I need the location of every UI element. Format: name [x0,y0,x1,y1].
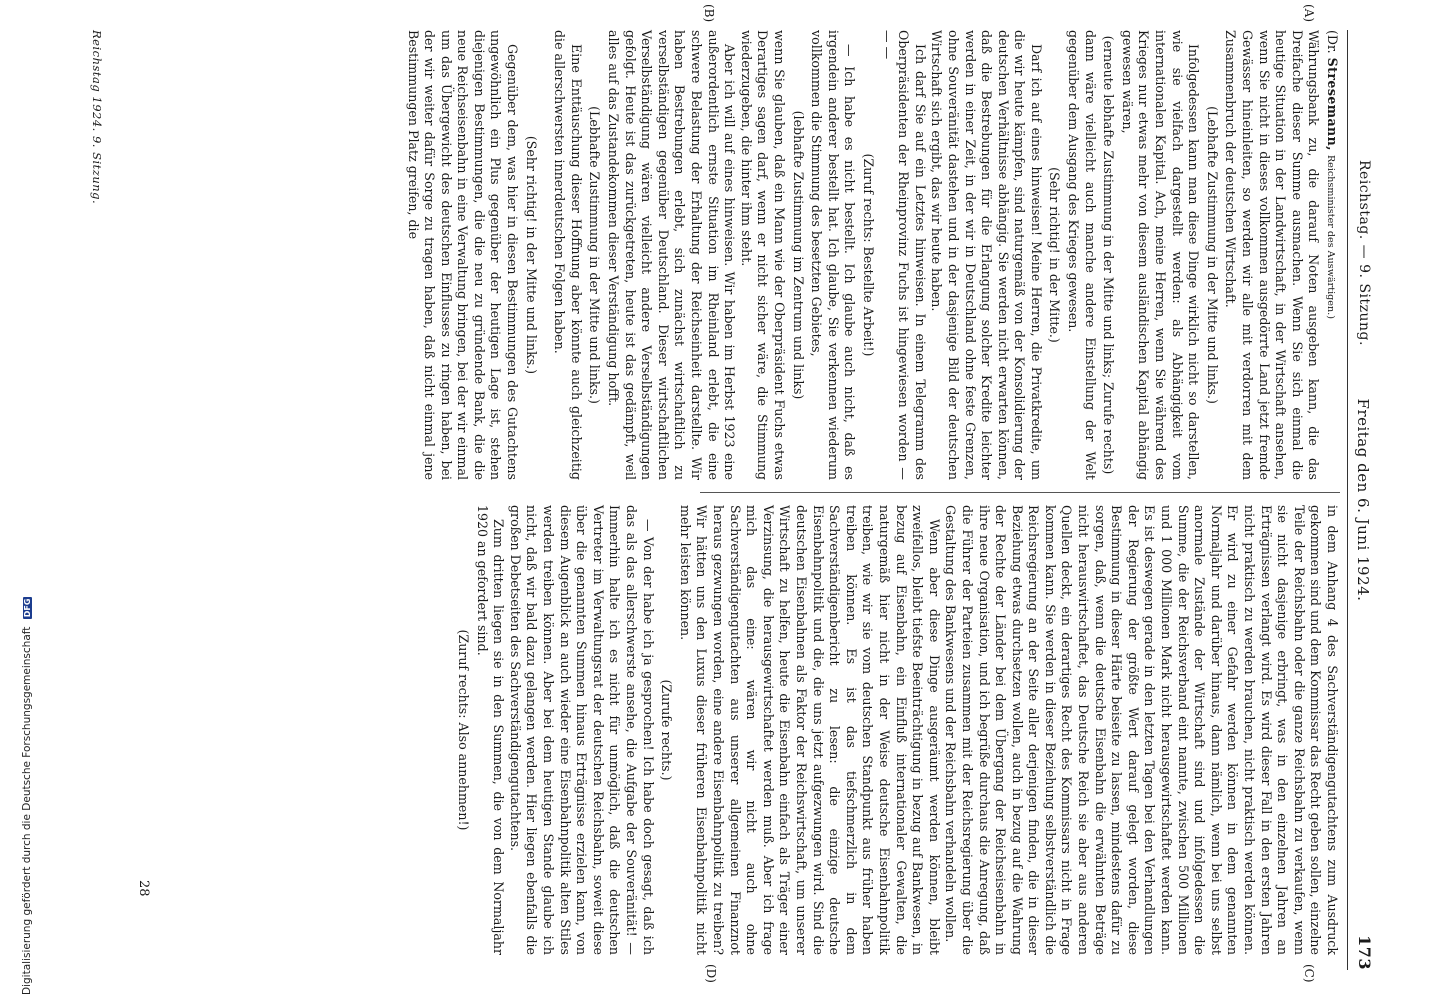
margin-mark-d: (D) [704,964,718,983]
rotated-page [86,4,1376,983]
left-column [404,30,1340,480]
spacer [541,30,551,480]
interjection: (erneute lebhafte Zustimmung in der Mitte und links; Zurufe rechts) [1101,35,1117,475]
interjection: (Zuruf rechts: Bestellte Arbeit!) [860,153,876,357]
interjection: (Lebhafte Zustimmung in der Mitte und links.) [1204,106,1220,404]
speaker-name: Stresemann, [1325,57,1340,151]
header-rule [1347,30,1348,970]
speaker-line [1321,30,1340,480]
paragraph: Ich darf Sie auf ein Letztes hinweisen. In einem Telegramm des Oberpräsidenten der Rheinprovinz Fuchs ist hingewiesen worden — — — [879,30,928,480]
paragraph: — Von der habe ich ja gesprochen! Ich habe doch gesagt, daß ich das als das allerschwerste ansehe, die Aufgabe der Souveränität! — Immerhin halte ich es nicht für unmöglich, daß die deutschen Vertreter im Verwaltungsrat der deutschen Reichsbahn, soweit diese über die genannten Summen hinaus Erträgnisse erzielen kann, von diesem Augenblick an auch wieder eine Eisenbahnpolitik alten Stiles werden treiben können. Aber bei dem heutigen Stande glaube ich nicht, daß wir bald dazu gelangen werden. Hier liegen ebenfalls die großen Debetseiten des Sachverständigengutachtens. [507,505,656,955]
column-divider [700,492,1340,493]
page-date: Freitag den 6. Juni 1924. [1354,398,1372,602]
paragraph: dann wäre vielleicht auch manche andere Einstellung der Welt gegenüber dem Ausgang des Krieges gewesen. [1066,30,1098,480]
paragraph: Darf ich auf eines hinweisen! Meine Herren, die Privatkredite, um die wir heute kämpfen, sind naturgemäß von der Konsolidierung der deutschen Verhältnisse abhängig. Sie werden nicht erwarten können, daß die Bestrebungen für die Erlangung solcher Kredite leichter werden in einer Zeit, in der wir in Deutschland ohne feste Grenzen, ohne Souveränität dastehen und in der dasjenige Bild der deutschen Wirtschaft sich ergibt, das wir heute haben. [929,30,1044,480]
page-header [1350,30,1376,970]
right-column [453,505,1340,955]
funding-text: Digitalisierung gefördert durch die Deutsche Forschungsgemeinschaft [21,626,33,995]
interjection: (Lebhafte Zustimmung in der Mitte und links.) [587,106,603,404]
speaker-prefix: (Dr. [1325,30,1340,54]
running-head-text: Reichstag. — 9. Sitzung. [1356,160,1372,346]
margin-mark-a: (A) [1302,4,1316,23]
margin-mark-c: (C) [1302,964,1316,983]
dfg-logo: DFG [22,598,32,618]
page-footer: Reichstag 1924. 9. Sitzung. [90,30,104,205]
interjection: (Sehr richtig! in der Mitte.) [1047,167,1063,343]
page-number: 173 [1355,935,1374,970]
paragraph: Wenn aber diese Dinge ausgeräumt werden können, bleibt zweifellos, bleibt tiefste Beeinträchtigung in bezug auf Bankwesen, in bezug auf Eisenbahn, ein Einfluß internationaler Gewalten, die naturgemäß hier nicht in der Weise deutsche Eisenbahnpolitik treiben, wie wir sie vom deutschen Standpunkt aus früher haben treiben können. Es ist das tiefschmerzlich in dem Sachverständigenbericht zu lesen: die einzige deutsche Eisenbahnpolitik und die, die uns jetzt aufgezwungen wird. Sind die deutschen Eisenbahnen als Faktor der Reichswirtschaft, um unserer Wirtschaft zu helfen, heute die Eisenbahn einfach als Träger einer Verzinsung, die herausgewirtschaftet werden muß. Aber ich frage mich das eine: wären wir nicht auch ohne Sachverständigengutachten aus unserer allgemeinen Finanznot heraus gezwungen worden, eine andere Eisenbahnpolitik zu treiben? Wir hätten uns den Luxus dieser früheren Eisenbahnpolitik nicht mehr leisten können. [677,505,942,955]
funding-note [21,597,33,995]
paragraph: in dem Anhang 4 des Sachverständigengutachtens zum Ausdruck gekommen sind und dem Kommissar das Recht geben sollen, einzelne Teile der Reichsbahn oder die ganze Reichsbahn zu verkaufen, wenn sie nicht dasjenige erbringt, was in den einzelnen Jahren an Erträgnissen verlangt wird. Es wird dieser Fall in den ersten Jahren nicht praktisch zu werden brauchen, nicht praktisch werden können. Er wird zu einer Gefahr werden können in dem genannten Normaljahr und darüber hinaus, dann nämlich, wenn bei uns selbst anormale Zustände der Wirtschaft sind und infolgedessen die Summe, die der Reichsverband eint nannte, zwischen 500 Millionen und 1 000 Millionen Mark nicht herausgewirtschaftet werden kann. Es ist deswegen gerade in den letzten Tagen bei den Verhandlungen der Regierung der größte Wert darauf gelegt worden, diese Bestimmung in dieser Härte beiseite zu lassen, mindestens dafür zu sorgen, daß, wenn die deutsche Eisenbahn die erwähnten Beträge nicht herauswirtschaftet, das Deutsche Reich sie aber aus anderen Quellen deckt, ein derartiges Recht des Kommissars nicht in Frage kommen kann. Sie werden in dieser Beziehung selbstverständlich die Reichsregierung an der Seite aller derjenigen finden, die in dieser Beziehung etwas durchsetzen wollen, auch in bezug auf die Wahrung der Rechte der Länder bei dem Übergang der Reichseisenbahn in ihre neue Organisation, und ich begrüße durchaus die Anregung, daß die Führer der Parteien zusammen mit der Reichsregierung über die Gestaltung des Bankwesens und der Reichsbahn verhandeln wollen. [943,505,1340,955]
paragraph: Infolgedessen kann man diese Dinge wirklich nicht so darstellen, wie sie vielfach dargestellt werden: als Abhängigkeit vom internationalen Kapital. Ach, meine Herren, wenn Sie während des Krieges nur etwas mehr von diesem ausländischen Kapital abhängig gewesen wären, [1119,30,1202,480]
margin-mark-b: (B) [702,4,716,23]
paragraph: Gegenüber dem, was hier in diesen Bestimmungen des Gutachtens ungewöhnlich ein Plus gegenüber der heutigen Lage ist, stehen diejenigen Bestimmungen, die die neu zu gründende Bank, die die neue Reichseisenbahn in eine Verwaltung bringen, bei der wir einmal um das Übergewicht des deutschen Einflusses zu ringen haben, bei der wir weiter dafür Sorge zu tragen haben, daß nicht einmal jene Bestimmungen Platz greifen, die [405,30,521,480]
interjection: (lebhafte Zustimmung im Zentrum und links) [790,110,806,400]
paragraph: — Ich habe es nicht bestellt. Ich glaube auch nicht, daß es irgendein anderer bestellt hat. Ich glaube, Sie verkennen wiederum vollkommen die Stimmung des besetzten Gebietes, [809,30,858,480]
interjection: (Zuruf rechts: Also annehmen!) [456,629,472,831]
sheet-signature: 28 [136,880,151,897]
paragraph: wenn Sie glauben, daß ein Mann wie der Oberpräsident Fuchs etwas Derartiges sagen darf, wenn er nicht sicher wäre, die Stimmung wiederzugeben, die hinter ihm steht. [738,30,787,480]
paragraph: Zum dritten liegen sie in den Summen, die von dem Normaljahr 1920 an gefordert sind. [474,505,507,955]
interjection: (Zurufe rechts.) [659,679,675,781]
paragraph: Währungsbank zu, die darauf Noten ausgeben kann, die das Dreifache dieser Summe ausmachen. Wenn Sie sich einmal die heutige Situation in der Landwirtschaft, in der Wirtschaft ansehen, wenn Sie nicht in dieses vollkommen ausgedörrte Land jetzt fremde Gewässer hineinleiten, so werden wir alle mit verdorren mit dem Zusammenbruch der deutschen Wirtschaft. [1223,30,1322,480]
paragraph: Eine Enttäuschung dieser Hoffnung aber könnte auch gleichzeitig die allerschwersten innerdeutschen Folgen haben. [552,30,584,480]
interjection: (Sehr richtig! in der Mitte und links.) [523,135,539,375]
speaker-role: Reichsminister des Auswärtigen.) [1325,154,1336,319]
paragraph: Aber ich will auf eines hinweisen. Wir haben im Herbst 1923 eine außerordentlich ernste Situation im Rheinland erlebt, die eine schwere Belastung der Erhaltung der Reichseinheit darstellte. Wir haben Bestrebungen erlebt, sich zunächst wirtschaftlich zu verselbständigen gegenüber Deutschland. Dieser wirtschaftlichen Verselbständigung wären vielleicht andere Verselbständigungen gefolgt. Heute ist das zurückgetreten, heute ist das gedämpft, weil alles auf das Zustandekommen dieser Verständigung hofft. [606,30,738,480]
